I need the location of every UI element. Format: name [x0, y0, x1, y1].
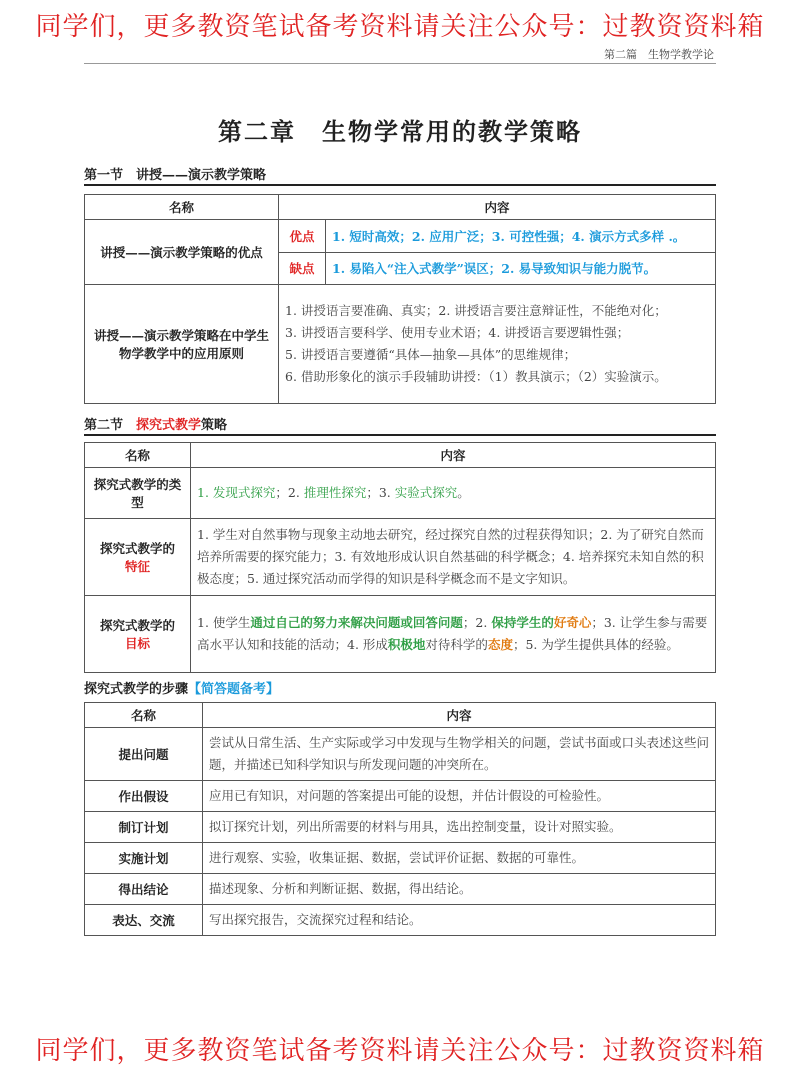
table-row	[85, 905, 716, 936]
section-1-heading: 第一节 讲授——演示教学策略	[84, 164, 266, 185]
section-2-heading-keyword: 探究式教学	[136, 418, 202, 433]
step-content: 拟订探究计划，列出所需要的材料与用具，选出控制变量，设计对照实验。	[203, 812, 716, 843]
step-name: 实施计划	[85, 843, 203, 874]
advantages-label: 优点	[279, 220, 326, 253]
table-row	[85, 874, 716, 905]
text: ；2.	[462, 615, 492, 630]
row-name	[85, 519, 191, 596]
text: 对待科学的	[425, 637, 488, 652]
table-header-row	[85, 195, 716, 220]
table-row	[85, 220, 716, 253]
principle-line: 3. 讲授语言要科学、使用专业术语；4. 讲授语言要逻辑性强；	[285, 325, 630, 340]
running-header: 第二篇 生物学教学论	[604, 48, 714, 61]
step-name: 得出结论	[85, 874, 203, 905]
separator: ；2.	[275, 485, 304, 500]
table-row	[85, 812, 716, 843]
section-2-heading	[84, 414, 227, 435]
promo-banner-top: 同学们，更多教资笔试备考资料请关注公众号：过教资资料箱	[35, 12, 765, 42]
table-header-row	[85, 443, 716, 468]
goals-content	[191, 596, 716, 673]
text: ；3. 让学生参与需要高水平认知和技能的活动；4. 形成	[197, 615, 708, 652]
step-content: 描述现象、分析和判断证据、数据，得出结论。	[203, 874, 716, 905]
table-row	[85, 519, 716, 596]
highlight: 保持学生的	[491, 615, 554, 630]
principle-line: 5. 讲授语言要遵循“具体—抽象—具体”的思维规律；	[285, 347, 577, 362]
col-name-header: 名称	[85, 443, 191, 468]
table-row	[85, 781, 716, 812]
table-header-row	[85, 703, 716, 728]
row-name: 探究式教学的类型	[85, 468, 191, 519]
section-2-heading-suffix: 策略	[201, 418, 228, 433]
step-content: 写出探究报告，交流探究过程和结论。	[203, 905, 716, 936]
highlight: 态度	[487, 637, 513, 652]
advantages-text: 1. 短时高效；2. 应用广泛；3. 可控性强；4. 演示方式多样 .。	[326, 220, 716, 253]
type-3: 实验式探究	[394, 485, 458, 500]
separator: ；3.	[366, 485, 395, 500]
section-1-rule	[84, 184, 716, 186]
highlight: 积极地	[387, 637, 426, 652]
features-content: 1. 学生对自然事物与现象主动地去研究，经过探究自然的过程获得知识；2. 为了研究自然而培养所需要的探究能力；3. 有效地形成认识自然基础的科学概念；4. 培养探究未知自然的积极态度；5. 通过探究活动而学得的知识是科学概念而不是文字知识。	[191, 519, 716, 596]
col-content-header: 内容	[279, 195, 716, 220]
promo-banner-bottom: 同学们，更多教资笔试备考资料请关注公众号：过教资资料箱	[35, 1036, 765, 1066]
principle-line: 1. 讲授语言要准确、真实；2. 讲授语言要注意辩证性，不能绝对化；	[285, 303, 667, 318]
section-1-table	[84, 194, 716, 404]
row-name-line: 探究式教学的	[99, 618, 175, 633]
section-2-table	[84, 442, 716, 673]
table-row	[85, 285, 716, 404]
row-name: 讲授——演示教学策略在中学生物学教学中的应用原则	[85, 285, 279, 404]
step-name: 表达、交流	[85, 905, 203, 936]
text: ；5. 为学生提供具体的经验。	[512, 637, 679, 652]
col-name-header: 名称	[85, 195, 279, 220]
text: 1. 使学生	[197, 615, 251, 630]
section-2-heading-prefix: 第二节	[84, 418, 137, 433]
col-name-header: 名称	[85, 703, 203, 728]
step-name: 提出问题	[85, 728, 203, 781]
highlight: 通过自己的努力来解决问题或回答问题	[250, 615, 463, 630]
type-2: 推理性探究	[303, 485, 367, 500]
table-row	[85, 468, 716, 519]
row-name: 讲授——演示教学策略的优点	[85, 220, 279, 285]
table-row	[85, 728, 716, 781]
steps-heading-text: 探究式教学的步骤	[84, 682, 189, 697]
row-name-keyword: 特征	[124, 559, 150, 574]
type-1: 1. 发现式探究	[197, 485, 276, 500]
step-name: 制订计划	[85, 812, 203, 843]
chapter-title: 第二章 生物学常用的教学策略	[218, 117, 582, 146]
types-content	[191, 468, 716, 519]
steps-table	[84, 702, 716, 936]
row-name-line: 探究式教学的	[99, 541, 175, 556]
principle-line: 6. 借助形象化的演示手段辅助讲授：（1）教具演示；（2）实验演示。	[285, 369, 667, 384]
disadvantages-label: 缺点	[279, 252, 326, 285]
step-name: 作出假设	[85, 781, 203, 812]
separator: 。	[457, 485, 470, 500]
exam-tag: 【简答题备考】	[188, 682, 280, 697]
steps-heading	[84, 678, 279, 697]
highlight: 好奇心	[553, 615, 592, 630]
header-rule	[84, 63, 716, 64]
step-content: 应用已有知识，对问题的答案提出可能的设想，并估计假设的可检验性。	[203, 781, 716, 812]
table-row	[85, 843, 716, 874]
col-content-header: 内容	[191, 443, 716, 468]
disadvantages-text: 1. 易陷入“注入式教学”误区；2. 易导致知识与能力脱节。	[326, 252, 716, 285]
step-content: 尝试从日常生活、生产实际或学习中发现与生物学相关的问题，尝试书面或口头表述这些问题，并描述已知科学知识与所发现问题的冲突所在。	[203, 728, 716, 781]
section-2-rule	[84, 434, 716, 436]
table-row	[85, 596, 716, 673]
principles-content	[279, 285, 716, 404]
row-name	[85, 596, 191, 673]
col-content-header: 内容	[203, 703, 716, 728]
row-name-keyword: 目标	[124, 636, 150, 651]
step-content: 进行观察、实验，收集证据、数据，尝试评价证据、数据的可靠性。	[203, 843, 716, 874]
